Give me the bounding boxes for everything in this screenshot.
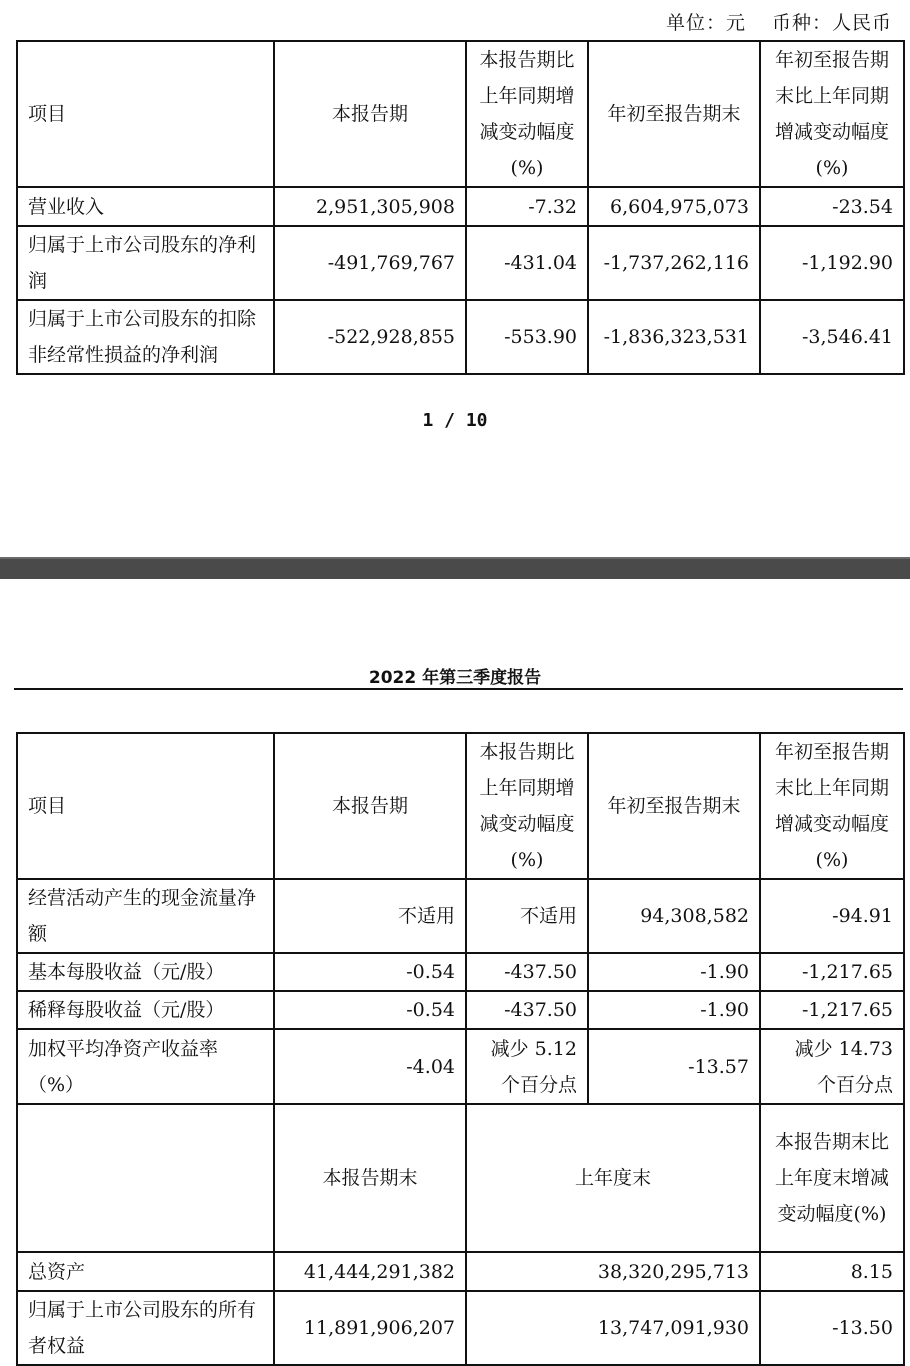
row-balance-change: -13.50 bbox=[760, 1291, 904, 1365]
row-current-change: 不适用 bbox=[466, 879, 588, 953]
unit-currency-line bbox=[640, 8, 892, 35]
report-title: 2022 年第三季度报告 bbox=[368, 668, 542, 688]
table-row bbox=[17, 1029, 904, 1104]
row-ytd: -1.90 bbox=[588, 991, 760, 1029]
table-row bbox=[17, 991, 904, 1029]
row-period-end: 11,891,906,207 bbox=[274, 1291, 466, 1365]
row-current: -0.54 bbox=[274, 991, 466, 1029]
table-row bbox=[17, 1291, 904, 1365]
row-item: 加权平均净资产收益率（%） bbox=[17, 1029, 274, 1104]
table-header-row bbox=[17, 733, 904, 879]
row-ytd: 94,308,582 bbox=[588, 879, 760, 953]
row-current: -4.04 bbox=[274, 1029, 466, 1104]
row-ytd-change: -23.54 bbox=[760, 187, 904, 226]
row-current: -522,928,855 bbox=[274, 300, 466, 374]
balance-header-row bbox=[17, 1104, 904, 1252]
row-ytd-change: -94.91 bbox=[760, 879, 904, 953]
row-balance-change: 8.15 bbox=[760, 1252, 904, 1291]
row-item: 经营活动产生的现金流量净额 bbox=[17, 879, 274, 953]
row-item: 营业收入 bbox=[17, 187, 274, 226]
row-item: 总资产 bbox=[17, 1252, 274, 1291]
header-current: 本报告期 bbox=[274, 733, 466, 879]
row-current-change: -437.50 bbox=[466, 953, 588, 991]
row-ytd-change: -1,217.65 bbox=[760, 953, 904, 991]
row-ytd: -13.57 bbox=[588, 1029, 760, 1104]
table-row bbox=[17, 879, 904, 953]
header-current: 本报告期 bbox=[274, 41, 466, 187]
row-ytd: 6,604,975,073 bbox=[588, 187, 760, 226]
row-current: -491,769,767 bbox=[274, 226, 466, 300]
row-ytd-change: -1,192.90 bbox=[760, 226, 904, 300]
table-header-row bbox=[17, 41, 904, 187]
row-item: 归属于上市公司股东的扣除非经常性损益的净利润 bbox=[17, 300, 274, 374]
row-ytd-change: 减少 14.73 个百分点 bbox=[760, 1029, 904, 1104]
row-item: 归属于上市公司股东的净利润 bbox=[17, 226, 274, 300]
row-current-change: -437.50 bbox=[466, 991, 588, 1029]
row-current-change: 减少 5.12 个百分点 bbox=[466, 1029, 588, 1104]
row-item: 基本每股收益（元/股） bbox=[17, 953, 274, 991]
title-divider bbox=[14, 688, 903, 690]
page-number: 1 / 10 bbox=[422, 410, 488, 431]
row-ytd: -1,737,262,116 bbox=[588, 226, 760, 300]
row-ytd: -1,836,323,531 bbox=[588, 300, 760, 374]
table-row bbox=[17, 300, 904, 374]
row-period-end: 41,444,291,382 bbox=[274, 1252, 466, 1291]
header-period-end: 本报告期末 bbox=[274, 1104, 466, 1252]
header-current-change: 本报告期比上年同期增减变动幅度(%) bbox=[466, 733, 588, 879]
header-current-change: 本报告期比上年同期增减变动幅度(%) bbox=[466, 41, 588, 187]
header-ytd-change: 年初至报告期末比上年同期增减变动幅度(%) bbox=[760, 41, 904, 187]
table-row bbox=[17, 226, 904, 300]
currency-label: 币种：人民币 bbox=[771, 12, 892, 34]
table-row bbox=[17, 953, 904, 991]
header-item: 项目 bbox=[17, 733, 274, 879]
row-prior-year-end: 13,747,091,930 bbox=[466, 1291, 760, 1365]
row-current-change: -553.90 bbox=[466, 300, 588, 374]
row-current: 2,951,305,908 bbox=[274, 187, 466, 226]
table-row bbox=[17, 1252, 904, 1291]
header-item: 项目 bbox=[17, 41, 274, 187]
row-item: 归属于上市公司股东的所有者权益 bbox=[17, 1291, 274, 1365]
balance-header-blank bbox=[17, 1104, 274, 1252]
financial-table-1 bbox=[16, 40, 905, 375]
header-balance-change: 本报告期末比上年度末增减变动幅度(%) bbox=[760, 1104, 904, 1252]
header-ytd-change: 年初至报告期末比上年同期增减变动幅度(%) bbox=[760, 733, 904, 879]
row-ytd-change: -1,217.65 bbox=[760, 991, 904, 1029]
row-current: 不适用 bbox=[274, 879, 466, 953]
row-item: 稀释每股收益（元/股） bbox=[17, 991, 274, 1029]
header-ytd: 年初至报告期末 bbox=[588, 733, 760, 879]
financial-table-2 bbox=[16, 732, 905, 1366]
header-prior-year-end: 上年度末 bbox=[466, 1104, 760, 1252]
row-ytd-change: -3,546.41 bbox=[760, 300, 904, 374]
row-prior-year-end: 38,320,295,713 bbox=[466, 1252, 760, 1291]
table-row bbox=[17, 187, 904, 226]
unit-label: 单位：元 bbox=[665, 12, 746, 34]
row-ytd: -1.90 bbox=[588, 953, 760, 991]
row-current-change: -7.32 bbox=[466, 187, 588, 226]
row-current: -0.54 bbox=[274, 953, 466, 991]
page-separator bbox=[0, 557, 910, 579]
row-current-change: -431.04 bbox=[466, 226, 588, 300]
header-ytd: 年初至报告期末 bbox=[588, 41, 760, 187]
